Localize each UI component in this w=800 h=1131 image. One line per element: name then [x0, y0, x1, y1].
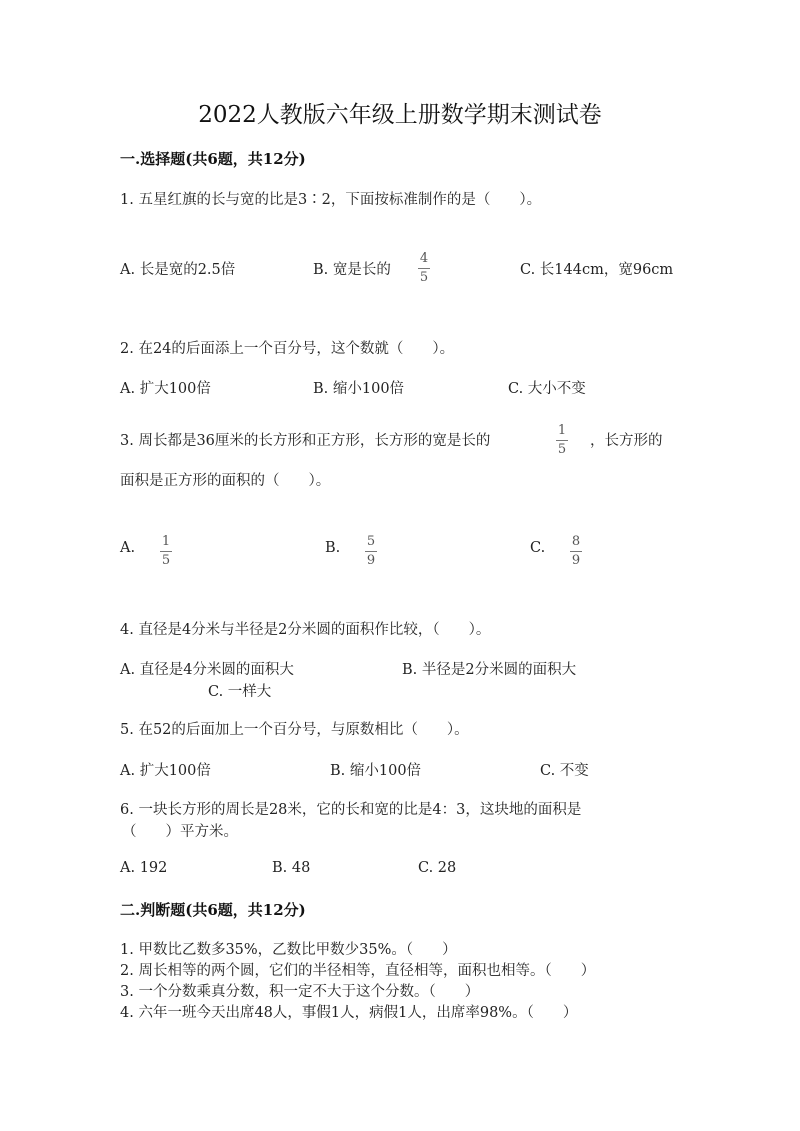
fraction-denominator: 5: [557, 442, 567, 457]
section-heading-choice: 一.选择题(共6题，共12分): [120, 150, 306, 168]
judgment-item-2: 2. 周长相等的两个圆，它们的半径相等，直径相等，面积也相等。（ ）: [120, 963, 596, 979]
question-1-stem: 1. 五星红旗的长与宽的比是3∶2，下面按标准制作的是（ ）。: [120, 192, 542, 208]
fraction-numerator: 8: [571, 534, 581, 549]
fraction-denominator: 9: [571, 553, 581, 568]
question-2-option-b: B. 缩小100倍: [313, 381, 405, 397]
question-5-option-c: C. 不变: [540, 763, 589, 779]
question-5-option-a: A. 扩大100倍: [120, 763, 211, 779]
question-6-option-b: B. 48: [272, 860, 311, 876]
question-3-option-c-fraction: [570, 535, 582, 567]
judgment-item-4: 4. 六年一班今天出席48人，事假1人，病假1人，出席率98%。（ ）: [120, 1005, 578, 1021]
fraction-numerator: 1: [161, 534, 171, 549]
question-3-stem-line2: 面积是正方形的面积的（ ）。: [120, 473, 331, 489]
fraction-numerator: 1: [557, 423, 567, 438]
fraction-bar: [570, 551, 582, 552]
judgment-item-3: 3. 一个分数乘真分数，积一定不大于这个分数。（ ）: [120, 984, 480, 1000]
fraction-bar: [160, 551, 172, 552]
question-1-option-b: B. 宽是长的: [313, 262, 391, 278]
question-3-option-a: A.: [120, 540, 136, 556]
judgment-item-1: 1. 甲数比乙数多35%，乙数比甲数少35%。（ ）: [120, 942, 457, 958]
question-1-option-a: A. 长是宽的2.5倍: [120, 262, 236, 278]
question-3-option-b: B.: [325, 540, 341, 556]
page-title: 2022人教版六年级上册数学期末测试卷: [198, 102, 602, 128]
question-4-option-a: A. 直径是4分米圆的面积大: [120, 662, 294, 678]
question-2-option-c: C. 大小不变: [508, 381, 586, 397]
fraction-numerator: 5: [366, 534, 376, 549]
question-2-stem: 2. 在24的后面添上一个百分号，这个数就（ ）。: [120, 341, 455, 357]
question-6-option-c: C. 28: [418, 860, 457, 876]
question-3-option-c: C.: [530, 540, 546, 556]
question-6-stem-line2: （ ）平方米。: [122, 824, 238, 840]
question-3-option-a-fraction: [160, 535, 172, 567]
question-5-option-b: B. 缩小100倍: [330, 763, 422, 779]
question-4-option-c: C. 一样大: [208, 684, 272, 700]
question-4-option-b: B. 半径是2分米圆的面积大: [402, 662, 577, 678]
question-5-stem: 5. 在52的后面加上一个百分号，与原数相比（ ）。: [120, 722, 469, 738]
fraction-numerator: 4: [419, 251, 429, 266]
fraction-bar: [418, 268, 430, 269]
fraction-denominator: 9: [366, 553, 376, 568]
fraction-bar: [556, 440, 568, 441]
question-3-stem-part1: 3. 周长都是36厘米的长方形和正方形，长方形的宽是长的: [120, 433, 491, 449]
question-3-stem-fraction: [556, 424, 568, 456]
question-1-option-b-fraction: [418, 252, 430, 284]
question-3-option-b-fraction: [365, 535, 377, 567]
question-6-option-a: A. 192: [120, 860, 168, 876]
question-3-stem-part2: ，长方形的: [590, 433, 663, 449]
fraction-denominator: 5: [419, 270, 429, 285]
question-2-option-a: A. 扩大100倍: [120, 381, 211, 397]
fraction-denominator: 5: [161, 553, 171, 568]
question-6-stem-line1: 6. 一块长方形的周长是28米，它的长和宽的比是4：3，这块地的面积是: [120, 802, 582, 818]
section-heading-judgment: 二.判断题(共6题，共12分): [120, 901, 306, 919]
fraction-bar: [365, 551, 377, 552]
question-4-stem: 4. 直径是4分米与半径是2分米圆的面积作比较，（ ）。: [120, 622, 491, 638]
question-1-option-c: C. 长144cm，宽96cm: [520, 262, 674, 278]
